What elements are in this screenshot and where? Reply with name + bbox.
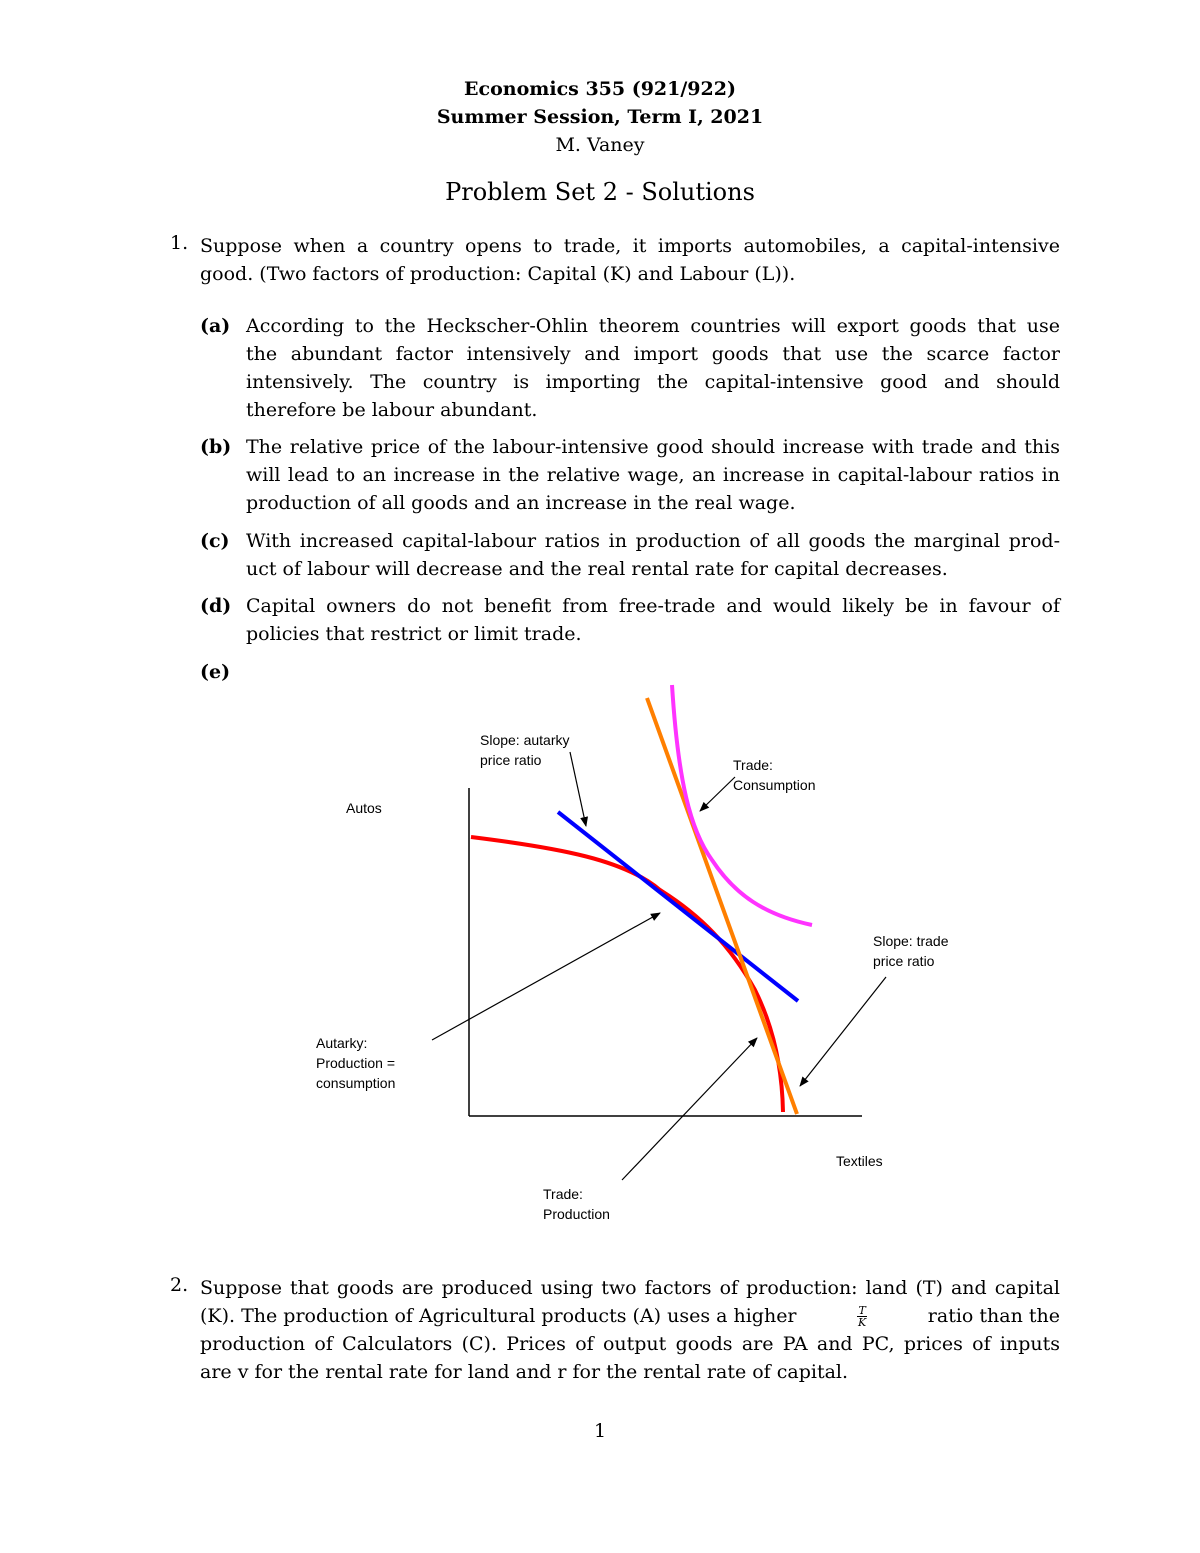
question-2-line-1: Suppose that goods are produced using two factors of production: land (T) and capital (200, 1277, 1060, 1299)
part-a-line-1: According to the Heckscher-Ohlin theorem countries will export goods that use (246, 315, 1060, 337)
question-2-line-2b: ratio than the (927, 1305, 1060, 1327)
trade-consumption-label-1: Trade: (733, 757, 773, 773)
y-axis-label: Autos (346, 800, 382, 816)
trade-production-label-1: Trade: (543, 1186, 583, 1202)
autarky-production-arrow (432, 913, 660, 1040)
course-title: Economics 355 (921/922) (464, 78, 736, 100)
problem-set-title: Problem Set 2 - Solutions (445, 178, 755, 206)
question-2-line-2 (200, 1302, 1060, 1330)
question-1-text (200, 232, 1060, 288)
part-a (200, 312, 1060, 424)
instructor-name: M. Vaney (555, 134, 645, 156)
autarky-production-label-2: Production = (316, 1055, 395, 1071)
question-2-line-4: are v for the rental rate for land and r for the rental rate of capital. (200, 1361, 849, 1383)
autarky-production-label-3: consumption (316, 1075, 396, 1091)
land-capital-ratio (857, 1305, 866, 1328)
part-d-line-1: Capital owners do not benefit from free-trade and would likely be in favour of (246, 595, 1060, 617)
ppf-curve (471, 837, 783, 1112)
part-c-label: (c) (200, 530, 230, 552)
part-d (200, 592, 1060, 648)
autarky-slope-label-2: price ratio (480, 752, 542, 768)
trade-production-arrow (622, 1038, 757, 1180)
trade-slope-label-1: Slope: trade (873, 933, 949, 949)
indifference-curve (672, 685, 812, 925)
part-c-rest: uct of labour will decrease and the real rental rate for capital decreases. (246, 558, 948, 580)
part-a-rest: the abundant factor intensively and import goods that use the scarce factor intensively. The country is importing the capital-intensive good and should therefore be labour abundant. (246, 343, 1060, 421)
part-e (200, 658, 300, 688)
ratio-denominator: K (858, 1315, 867, 1329)
question-2-line-3: production of Calculators (C). Prices of output goods are PA and PC, prices of inputs (200, 1333, 1060, 1355)
autarky-production-label-1: Autarky: (316, 1035, 368, 1051)
part-d-rest: policies that restrict or limit trade. (246, 623, 582, 645)
autarky-slope-arrow (570, 752, 586, 826)
question-2-line-2a: (K). The production of Agricultural products (A) uses a higher (200, 1305, 797, 1327)
question-1-number: 1. (170, 232, 189, 254)
question-1-line-2: good. (Two factors of production: Capital (K) and Labour (L)). (200, 263, 796, 285)
trade-consumption-label-2: Consumption (733, 777, 816, 793)
trade-slope-arrow (800, 977, 886, 1086)
part-a-label: (a) (200, 315, 231, 337)
trade-diagram (300, 675, 949, 1235)
part-c (200, 527, 1060, 583)
part-e-label: (e) (200, 661, 231, 683)
question-2-number: 2. (170, 1274, 189, 1296)
ratio-numerator: T (858, 1303, 866, 1317)
trade-production-label-2: Production (543, 1206, 610, 1222)
trade-price-line (647, 698, 797, 1114)
autarky-slope-label-1: Slope: autarky (480, 732, 570, 748)
trade-consumption-arrow (700, 777, 735, 811)
part-b-rest: will lead to an increase in the relative wage, an increase in capital-labour ratios in production of all goods and an increase in the real wage. (246, 464, 1060, 514)
x-axis-label: Textiles (836, 1153, 883, 1169)
part-b-line-1: The relative price of the labour-intensive good should increase with trade and this (246, 436, 1060, 458)
question-2-text (200, 1274, 1060, 1386)
part-b-label: (b) (200, 436, 232, 458)
part-d-label: (d) (200, 595, 232, 617)
question-1-line-1: Suppose when a country opens to trade, it imports automobiles, a capital-intensive (200, 235, 1060, 257)
session-title: Summer Session, Term I, 2021 (436, 106, 764, 128)
part-b (200, 433, 1060, 517)
page-number: 1 (593, 1420, 607, 1442)
part-c-line-1: With increased capital-labour ratios in production of all goods the marginal prod- (246, 530, 1060, 552)
trade-slope-label-2: price ratio (873, 953, 935, 969)
